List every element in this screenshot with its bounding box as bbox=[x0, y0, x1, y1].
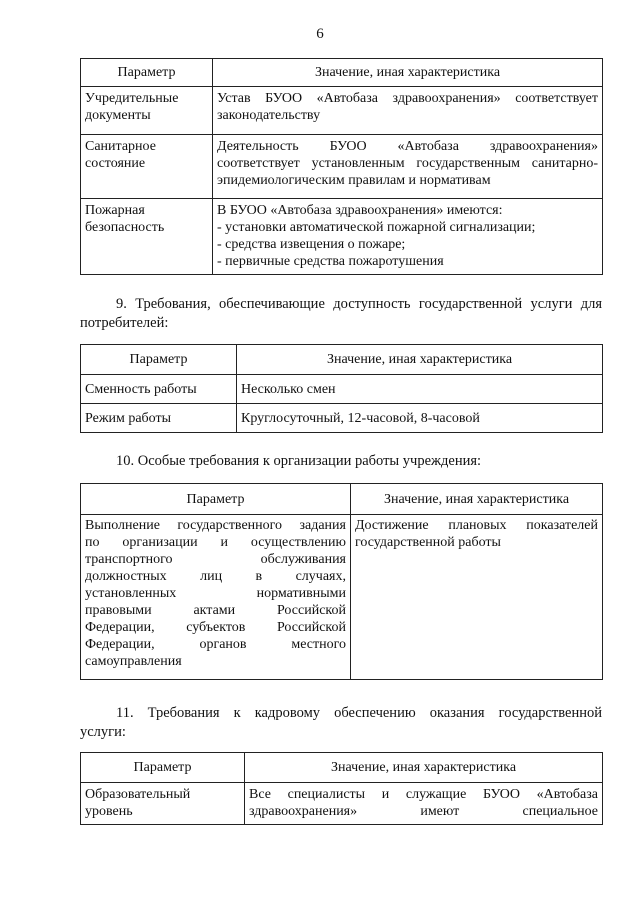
table-1 bbox=[80, 58, 603, 275]
param-cell: Режим работы bbox=[81, 404, 237, 433]
table-row bbox=[81, 515, 603, 680]
param-line: Образовательный bbox=[85, 787, 191, 802]
param-line: правовыми актами Российской bbox=[85, 603, 346, 618]
table-3 bbox=[80, 483, 603, 680]
value-line: эпидемиологическим правилам и нормативам bbox=[217, 173, 491, 188]
value-cell: Круглосуточный, 12-часовой, 8-часовой bbox=[237, 404, 603, 433]
value-line: соответствует установленным государственным санитарно- bbox=[217, 156, 598, 171]
param-line: по организации и осуществлению bbox=[85, 535, 346, 550]
value-line: Устав БУОО «Автобаза здравоохранения» соответствует bbox=[217, 91, 598, 106]
value-line: Деятельность БУОО «Автобаза здравоохранения» bbox=[217, 139, 598, 154]
table-row bbox=[81, 783, 603, 825]
value-line: государственной работы bbox=[355, 535, 501, 550]
param-line: должностных лиц в случаях, bbox=[85, 569, 346, 584]
table-3-header-value: Значение, иная характеристика bbox=[351, 484, 603, 515]
table-2 bbox=[80, 344, 603, 433]
value-line: законодательству bbox=[217, 108, 321, 123]
value-line: Достижение плановых показателей bbox=[355, 518, 598, 533]
section-9-line: потребителей: bbox=[80, 315, 169, 331]
value-line: - средства извещения о пожаре; bbox=[217, 237, 406, 252]
value-cell bbox=[213, 87, 603, 135]
param-cell bbox=[81, 515, 351, 680]
param-cell: Сменность работы bbox=[81, 375, 237, 404]
table-2-header-value: Значение, иная характеристика bbox=[237, 345, 603, 375]
value-cell bbox=[245, 783, 603, 825]
table-4-header-value: Значение, иная характеристика bbox=[245, 753, 603, 783]
page-number: 6 bbox=[316, 26, 324, 42]
section-11-paragraph bbox=[80, 704, 602, 742]
param-line: Пожарная bbox=[85, 203, 145, 218]
value-cell bbox=[351, 515, 603, 680]
table-row bbox=[81, 135, 603, 199]
section-10-line: 10. Особые требования к организации работы учреждения: bbox=[116, 453, 482, 469]
param-line: Федерации, субъектов Российской bbox=[85, 620, 346, 635]
section-11-line: услуги: bbox=[80, 724, 126, 740]
table-4-header-param: Параметр bbox=[81, 753, 245, 783]
table-3-header-param: Параметр bbox=[81, 484, 351, 515]
table-row bbox=[81, 404, 603, 433]
value-line: - установки автоматической пожарной сигнализации; bbox=[217, 220, 536, 235]
table-row bbox=[81, 87, 603, 135]
table-4 bbox=[80, 752, 603, 825]
table-row bbox=[81, 375, 603, 404]
param-line: транспортного обслуживания bbox=[85, 552, 346, 567]
table-row bbox=[81, 199, 603, 275]
value-cell bbox=[213, 135, 603, 199]
value-line: В БУОО «Автобаза здравоохранения» имеются: bbox=[217, 203, 503, 218]
param-line: Выполнение государственного задания bbox=[85, 518, 346, 533]
section-9-paragraph bbox=[80, 295, 602, 333]
param-line: Федерации, органов местного bbox=[85, 637, 346, 652]
param-line: самоуправления bbox=[85, 654, 182, 669]
section-9-line: 9. Требования, обеспечивающие доступность государственной услуги для bbox=[116, 296, 602, 312]
param-line: документы bbox=[85, 108, 151, 123]
param-line: Учредительные bbox=[85, 91, 179, 106]
value-cell: Несколько смен bbox=[237, 375, 603, 404]
value-cell bbox=[213, 199, 603, 275]
table-1-header-value: Значение, иная характеристика bbox=[213, 59, 603, 87]
value-line: здравоохранения» имеют специальное bbox=[249, 804, 598, 819]
section-10-paragraph bbox=[80, 452, 602, 471]
param-line: Санитарное bbox=[85, 139, 156, 154]
table-1-header-param: Параметр bbox=[81, 59, 213, 87]
value-line: - первичные средства пожаротушения bbox=[217, 254, 444, 269]
param-cell bbox=[81, 783, 245, 825]
param-cell bbox=[81, 87, 213, 135]
param-line: уровень bbox=[85, 804, 133, 819]
section-11-line: 11. Требования к кадровому обеспечению оказания государственной bbox=[116, 705, 602, 721]
param-line: безопасность bbox=[85, 220, 165, 235]
param-cell bbox=[81, 199, 213, 275]
param-line: установленных нормативными bbox=[85, 586, 346, 601]
param-line: состояние bbox=[85, 156, 146, 171]
value-line: Все специалисты и служащие БУОО «Автобаза bbox=[249, 787, 598, 802]
param-cell bbox=[81, 135, 213, 199]
table-2-header-param: Параметр bbox=[81, 345, 237, 375]
